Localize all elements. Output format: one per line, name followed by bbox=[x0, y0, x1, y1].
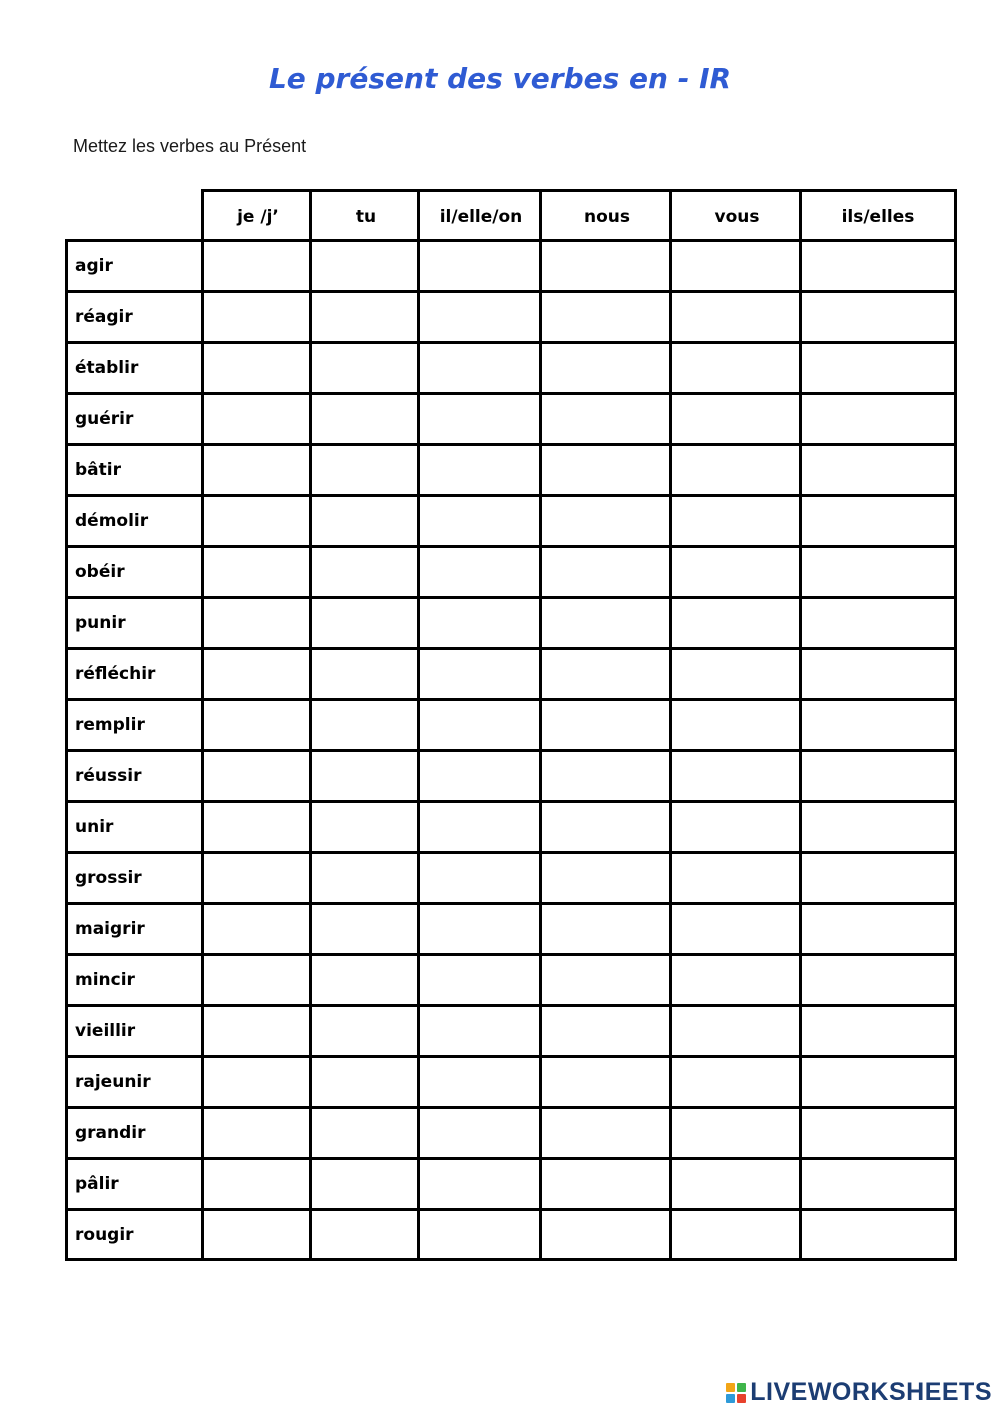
verb-cell: mincir bbox=[65, 953, 204, 1004]
answer-cell[interactable] bbox=[669, 1208, 802, 1261]
verb-cell: grandir bbox=[65, 1106, 204, 1157]
answer-cell[interactable] bbox=[669, 749, 802, 800]
table-row bbox=[65, 953, 957, 1004]
answer-cell[interactable] bbox=[417, 545, 542, 596]
table-row bbox=[65, 698, 957, 749]
answer-cell[interactable] bbox=[417, 1208, 542, 1261]
answer-cell[interactable] bbox=[201, 290, 312, 341]
answer-cell[interactable] bbox=[417, 1157, 542, 1208]
answer-cell[interactable] bbox=[309, 1004, 420, 1055]
answer-cell[interactable] bbox=[417, 290, 542, 341]
answer-cell[interactable] bbox=[417, 749, 542, 800]
answer-cell[interactable] bbox=[309, 749, 420, 800]
answer-cell[interactable] bbox=[799, 290, 957, 341]
answer-cell[interactable] bbox=[201, 1004, 312, 1055]
answer-cell[interactable] bbox=[417, 902, 542, 953]
answer-cell[interactable] bbox=[799, 749, 957, 800]
answer-cell[interactable] bbox=[417, 1055, 542, 1106]
answer-cell[interactable] bbox=[669, 698, 802, 749]
answer-cell[interactable] bbox=[799, 851, 957, 902]
table-row bbox=[65, 1208, 957, 1259]
answer-cell[interactable] bbox=[201, 1157, 312, 1208]
verb-cell: rougir bbox=[65, 1208, 204, 1261]
answer-cell[interactable] bbox=[201, 647, 312, 698]
answer-cell[interactable] bbox=[309, 1208, 420, 1261]
answer-cell[interactable] bbox=[201, 494, 312, 545]
answer-cell[interactable] bbox=[539, 1157, 672, 1208]
table-row bbox=[65, 443, 957, 494]
answer-cell[interactable] bbox=[417, 800, 542, 851]
answer-cell[interactable] bbox=[669, 851, 802, 902]
answer-cell[interactable] bbox=[417, 596, 542, 647]
table-row bbox=[65, 1157, 957, 1208]
header-tu: tu bbox=[309, 189, 420, 242]
answer-cell[interactable] bbox=[539, 749, 672, 800]
answer-cell[interactable] bbox=[669, 494, 802, 545]
verb-cell: bâtir bbox=[65, 443, 204, 494]
answer-cell[interactable] bbox=[539, 800, 672, 851]
answer-cell[interactable] bbox=[309, 1157, 420, 1208]
answer-cell[interactable] bbox=[799, 647, 957, 698]
liveworksheets-logo-icon bbox=[726, 1383, 746, 1403]
instruction-text: Mettez les verbes au Présent bbox=[73, 136, 307, 156]
answer-cell[interactable] bbox=[417, 647, 542, 698]
answer-cell[interactable] bbox=[309, 290, 420, 341]
answer-cell[interactable] bbox=[309, 392, 420, 443]
answer-cell[interactable] bbox=[539, 443, 672, 494]
answer-cell[interactable] bbox=[309, 647, 420, 698]
answer-cell[interactable] bbox=[201, 1208, 312, 1261]
answer-cell[interactable] bbox=[309, 239, 420, 290]
answer-cell[interactable] bbox=[417, 494, 542, 545]
header-il-elle-on: il/elle/on bbox=[417, 189, 542, 242]
answer-cell[interactable] bbox=[309, 545, 420, 596]
verb-cell: unir bbox=[65, 800, 204, 851]
answer-cell[interactable] bbox=[309, 443, 420, 494]
answer-cell[interactable] bbox=[799, 1055, 957, 1106]
verb-cell: obéir bbox=[65, 545, 204, 596]
answer-cell[interactable] bbox=[417, 1004, 542, 1055]
answer-cell[interactable] bbox=[201, 953, 312, 1004]
answer-cell[interactable] bbox=[799, 800, 957, 851]
answer-cell[interactable] bbox=[539, 392, 672, 443]
answer-cell[interactable] bbox=[799, 545, 957, 596]
answer-cell[interactable] bbox=[799, 1157, 957, 1208]
answer-cell[interactable] bbox=[539, 596, 672, 647]
answer-cell[interactable] bbox=[201, 698, 312, 749]
answer-cell[interactable] bbox=[309, 800, 420, 851]
answer-cell[interactable] bbox=[539, 1208, 672, 1261]
answer-cell[interactable] bbox=[539, 1106, 672, 1157]
page-title: Le présent des verbes en - IR bbox=[268, 62, 732, 95]
answer-cell[interactable] bbox=[309, 596, 420, 647]
table-row bbox=[65, 341, 957, 392]
answer-cell[interactable] bbox=[201, 1055, 312, 1106]
brand-text: LIVEWORKSHEETS bbox=[750, 1378, 992, 1406]
answer-cell[interactable] bbox=[417, 341, 542, 392]
verb-cell: remplir bbox=[65, 698, 204, 749]
answer-cell[interactable] bbox=[201, 443, 312, 494]
answer-cell[interactable] bbox=[201, 596, 312, 647]
answer-cell[interactable] bbox=[669, 341, 802, 392]
answer-cell[interactable] bbox=[417, 851, 542, 902]
answer-cell[interactable] bbox=[669, 1004, 802, 1055]
table-row bbox=[65, 1055, 957, 1106]
answer-cell[interactable] bbox=[539, 494, 672, 545]
answer-cell[interactable] bbox=[669, 1157, 802, 1208]
answer-cell[interactable] bbox=[309, 953, 420, 1004]
answer-cell[interactable] bbox=[309, 851, 420, 902]
header-je: je /j’ bbox=[201, 189, 312, 242]
answer-cell[interactable] bbox=[799, 1004, 957, 1055]
verb-cell: réussir bbox=[65, 749, 204, 800]
table-row bbox=[65, 545, 957, 596]
table-row bbox=[65, 749, 957, 800]
answer-cell[interactable] bbox=[539, 290, 672, 341]
verb-cell: agir bbox=[65, 239, 204, 290]
answer-cell[interactable] bbox=[309, 494, 420, 545]
answer-cell[interactable] bbox=[309, 341, 420, 392]
table-row bbox=[65, 800, 957, 851]
table-header-row bbox=[65, 189, 957, 242]
table-row bbox=[65, 596, 957, 647]
answer-cell[interactable] bbox=[669, 800, 802, 851]
answer-cell[interactable] bbox=[799, 698, 957, 749]
table-row bbox=[65, 494, 957, 545]
answer-cell[interactable] bbox=[201, 800, 312, 851]
verb-cell: réfléchir bbox=[65, 647, 204, 698]
table-row bbox=[65, 851, 957, 902]
header-ils-elles: ils/elles bbox=[799, 189, 957, 242]
answer-cell[interactable] bbox=[799, 1208, 957, 1261]
table-row bbox=[65, 902, 957, 953]
answer-cell[interactable] bbox=[201, 851, 312, 902]
answer-cell[interactable] bbox=[669, 545, 802, 596]
verb-cell: réagir bbox=[65, 290, 204, 341]
verb-cell: vieillir bbox=[65, 1004, 204, 1055]
conjugation-table bbox=[65, 189, 957, 1261]
answer-cell[interactable] bbox=[669, 392, 802, 443]
answer-cell[interactable] bbox=[669, 902, 802, 953]
table-row bbox=[65, 392, 957, 443]
answer-cell[interactable] bbox=[799, 341, 957, 392]
answer-cell[interactable] bbox=[799, 494, 957, 545]
answer-cell[interactable] bbox=[201, 749, 312, 800]
verb-cell: punir bbox=[65, 596, 204, 647]
answer-cell[interactable] bbox=[669, 1106, 802, 1157]
answer-cell[interactable] bbox=[799, 443, 957, 494]
answer-cell[interactable] bbox=[201, 392, 312, 443]
verb-cell: démolir bbox=[65, 494, 204, 545]
answer-cell[interactable] bbox=[539, 1004, 672, 1055]
answer-cell[interactable] bbox=[201, 1106, 312, 1157]
header-vous: vous bbox=[669, 189, 802, 242]
table-row bbox=[65, 290, 957, 341]
answer-cell[interactable] bbox=[669, 953, 802, 1004]
answer-cell[interactable] bbox=[417, 698, 542, 749]
answer-cell[interactable] bbox=[539, 953, 672, 1004]
liveworksheets-branding bbox=[726, 1378, 992, 1407]
answer-cell[interactable] bbox=[799, 902, 957, 953]
verb-cell: grossir bbox=[65, 851, 204, 902]
answer-cell[interactable] bbox=[799, 953, 957, 1004]
answer-cell[interactable] bbox=[669, 647, 802, 698]
verb-cell: guérir bbox=[65, 392, 204, 443]
table-row bbox=[65, 1004, 957, 1055]
answer-cell[interactable] bbox=[309, 902, 420, 953]
answer-cell[interactable] bbox=[309, 1106, 420, 1157]
answer-cell[interactable] bbox=[539, 698, 672, 749]
answer-cell[interactable] bbox=[669, 443, 802, 494]
answer-cell[interactable] bbox=[539, 851, 672, 902]
answer-cell[interactable] bbox=[539, 239, 672, 290]
answer-cell[interactable] bbox=[799, 1106, 957, 1157]
answer-cell[interactable] bbox=[799, 239, 957, 290]
answer-cell[interactable] bbox=[799, 596, 957, 647]
table-body bbox=[65, 239, 957, 1259]
answer-cell[interactable] bbox=[539, 545, 672, 596]
table-row bbox=[65, 239, 957, 290]
answer-cell[interactable] bbox=[201, 239, 312, 290]
answer-cell[interactable] bbox=[669, 1055, 802, 1106]
answer-cell[interactable] bbox=[669, 290, 802, 341]
answer-cell[interactable] bbox=[539, 902, 672, 953]
verb-cell: établir bbox=[65, 341, 204, 392]
answer-cell[interactable] bbox=[417, 443, 542, 494]
answer-cell[interactable] bbox=[669, 239, 802, 290]
answer-cell[interactable] bbox=[417, 953, 542, 1004]
answer-cell[interactable] bbox=[539, 1055, 672, 1106]
answer-cell[interactable] bbox=[417, 392, 542, 443]
answer-cell[interactable] bbox=[201, 545, 312, 596]
answer-cell[interactable] bbox=[201, 341, 312, 392]
answer-cell[interactable] bbox=[309, 698, 420, 749]
verb-cell: rajeunir bbox=[65, 1055, 204, 1106]
answer-cell[interactable] bbox=[417, 239, 542, 290]
answer-cell[interactable] bbox=[309, 1055, 420, 1106]
answer-cell[interactable] bbox=[539, 647, 672, 698]
answer-cell[interactable] bbox=[799, 392, 957, 443]
answer-cell[interactable] bbox=[539, 341, 672, 392]
header-nous: nous bbox=[539, 189, 672, 242]
answer-cell[interactable] bbox=[669, 596, 802, 647]
verb-cell: maigrir bbox=[65, 902, 204, 953]
table-row bbox=[65, 1106, 957, 1157]
verb-cell: pâlir bbox=[65, 1157, 204, 1208]
table-row bbox=[65, 647, 957, 698]
answer-cell[interactable] bbox=[201, 902, 312, 953]
answer-cell[interactable] bbox=[417, 1106, 542, 1157]
